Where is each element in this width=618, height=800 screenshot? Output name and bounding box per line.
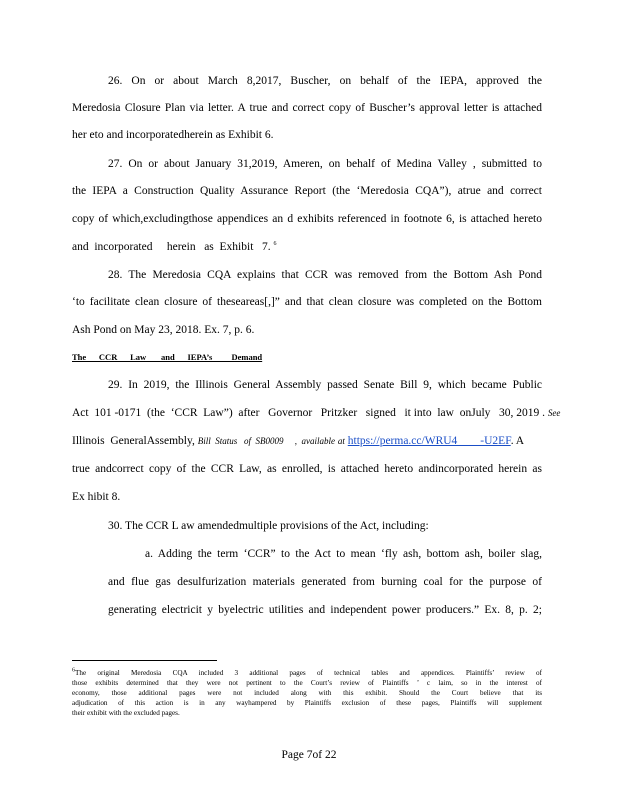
- paragraph-28-line-3: Ash Pond on May 23, 2018. Ex. 7, p. 6.: [72, 324, 255, 336]
- section-heading: The CCR Law and IEPA’s Demand: [72, 352, 263, 362]
- footnote-line-4: adjudication of this action is in any wayhampered by Plaintiffs exclusion of these pages, Plaintiffs will supplement: [72, 699, 542, 707]
- paragraph-30a-line-3: generating electricit y byelectric utilities and independent power producers.” Ex. 8, p. 2;: [108, 604, 542, 616]
- paragraph-28-line-2: ‘to facilitate clean closure of theseareas[,]” and that clean closure was completed on the Bottom: [72, 296, 542, 308]
- footnote-reference: 6: [273, 241, 277, 248]
- footnote-marker: 6: [72, 667, 75, 674]
- after-link-text: . A: [510, 435, 525, 447]
- paragraph-27-line-4-text: and incorporated herein as Exhibit 7.: [72, 241, 271, 253]
- paragraph-27-line-1: 27. On or about January 31,2019, Ameren, on behalf of Medina Valley , submitted to: [108, 158, 542, 170]
- perma-link[interactable]: https://perma.cc/WRU4 -U2EF: [347, 435, 511, 447]
- footnote-line-2: those exhibits determined that they were not pertinent to the Court’s review of Plaintiffs ’ c laim, so in the interest of: [72, 679, 542, 687]
- paragraph-26-line-3: her eto and incorporatedherein as Exhibit 6.: [72, 129, 274, 141]
- paragraph-29-line-2: [72, 406, 561, 420]
- footnote-line-1-text: The original Meredosia CQA included 3 additional pages of technical tables and appendices. Plaintiffs’ review of: [75, 669, 542, 677]
- at-label: at: [337, 436, 345, 446]
- paragraph-27-line-4: [72, 240, 542, 254]
- footnote-line-3: economy, those additional pages were not included along with this exhibit. Should the Court believe that its: [72, 689, 542, 697]
- footnote-separator: [72, 660, 217, 661]
- paragraph-30a-line-1: a. Adding the term ‘CCR” to the Act to mean ‘fly ash, bottom ash, boiler slag,: [145, 548, 542, 560]
- paragraph-29-line-3: [72, 434, 542, 448]
- paragraph-29-line-4: true andcorrect copy of the CCR Law, as enrolled, is attached hereto andincorporated herein as: [72, 463, 542, 475]
- page-number: Page 7of 22: [281, 749, 337, 761]
- footnote-line-5: their exhibit with the excluded pages.: [72, 709, 180, 717]
- see-signal: See: [547, 408, 561, 418]
- paragraph-26-line-1: 26. On or about March 8,2017, Buscher, on behalf of the IEPA, approved the: [108, 75, 542, 87]
- paragraph-29-line-3-text: Illinois GeneralAssembly,: [72, 435, 195, 447]
- paragraph-29-line-2-text: Act 101 -0171 (the ‘CCR Law”) after Governor Pritzker signed it into law onJuly 30, 2019 .: [72, 407, 546, 419]
- footnote-line-1: [72, 669, 542, 679]
- bill-status-citation: Bill Status of SB0009 , available: [197, 436, 335, 446]
- paragraph-30a-line-2: and flue gas desulfurization materials generated from burning coal for the purpose of: [108, 576, 542, 588]
- paragraph-29-line-5: Ex hibit 8.: [72, 491, 121, 503]
- paragraph-29-line-1: 29. In 2019, the Illinois General Assembly passed Senate Bill 9, which became Public: [108, 379, 542, 391]
- paragraph-26-line-2: Meredosia Closure Plan via letter. A true and correct copy of Buscher’s approval letter is attached: [72, 102, 542, 114]
- paragraph-30-line-1: 30. The CCR L aw amendedmultiple provisions of the Act, including:: [108, 520, 429, 532]
- paragraph-27-line-2: the IEPA a Construction Quality Assurance Report (the ‘Meredosia CQA”), atrue and correct: [72, 185, 542, 197]
- paragraph-28-line-1: 28. The Meredosia CQA explains that CCR was removed from the Bottom Ash Pond: [108, 269, 542, 281]
- paragraph-27-line-3: copy of which,excludingthose appendices an d exhibits referenced in footnote 6, is attached hereto: [72, 213, 542, 225]
